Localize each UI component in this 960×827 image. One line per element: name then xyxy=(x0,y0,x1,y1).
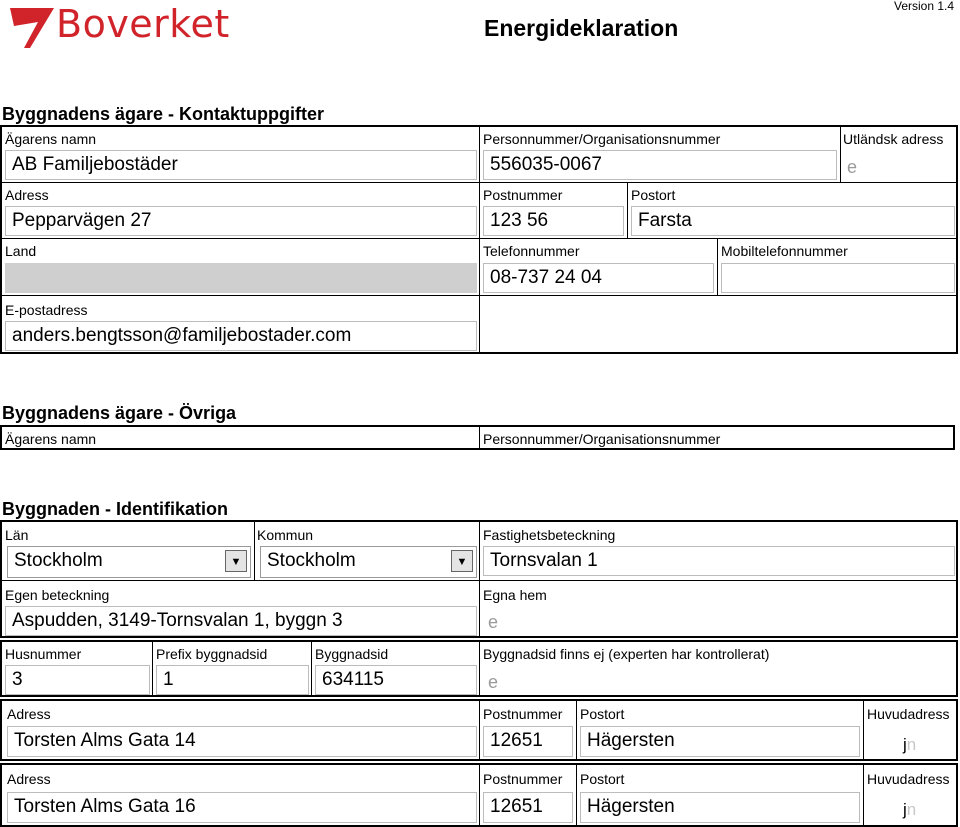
egen-beteckning-label: Egen beteckning xyxy=(5,587,110,603)
country-field xyxy=(5,263,477,293)
fastighet-field[interactable]: Tornsvalan 1 xyxy=(483,546,955,576)
orgnr-label: Personnummer/Organisationsnummer xyxy=(483,131,721,147)
owner-contact-table xyxy=(0,125,958,354)
kommun-dropdown[interactable] xyxy=(260,546,477,578)
fastighet-label: Fastighetsbeteckning xyxy=(483,527,616,543)
owner-name-label: Ägarens namn xyxy=(5,131,97,147)
building-address-field[interactable]: Torsten Alms Gata 14 xyxy=(7,726,477,757)
owner-other-table[interactable] xyxy=(0,425,955,450)
chevron-down-icon[interactable]: ▼ xyxy=(225,550,247,572)
address-label: Adress xyxy=(5,187,49,203)
main-address-label: Huvudadress xyxy=(867,706,950,722)
finns-ej-label: Byggnadsid finns ej (experten har kontrollerat) xyxy=(483,646,770,662)
section-title-owner-other: Byggnadens ägare - Övriga xyxy=(2,403,237,423)
building-postort-label: Postort xyxy=(580,706,625,722)
husnummer-field[interactable]: 3 xyxy=(5,665,150,695)
husnummer-label: Husnummer xyxy=(5,646,82,662)
kommun-label: Kommun xyxy=(257,527,314,543)
postnr-field[interactable]: 123 56 xyxy=(483,206,624,236)
postort-label: Postort xyxy=(631,187,676,203)
egna-hem-checkbox[interactable]: e xyxy=(488,612,499,632)
building-number-table xyxy=(0,640,958,697)
building-postnr-label: Postnummer xyxy=(483,706,563,722)
postort-field[interactable]: Farsta xyxy=(631,206,955,236)
egna-hem-label: Egna hem xyxy=(483,587,547,603)
foreign-address-checkbox[interactable]: e xyxy=(847,157,858,177)
building-address-label: Adress xyxy=(7,771,51,787)
phone-field[interactable]: 08-737 24 04 xyxy=(483,263,714,293)
building-address-field[interactable]: Torsten Alms Gata 16 xyxy=(7,792,477,823)
building-postort-label: Postort xyxy=(580,771,625,787)
building-id-table xyxy=(0,520,958,638)
other-owner-orgnr-label: Personnummer/Organisationsnummer xyxy=(483,431,721,447)
prefix-field[interactable]: 1 xyxy=(156,665,309,695)
orgnr-field[interactable]: 556035-0067 xyxy=(483,150,837,180)
lan-label: Län xyxy=(5,527,29,543)
foreign-address-label: Utländsk adress xyxy=(843,131,944,147)
kommun-value: Stockholm xyxy=(267,550,356,571)
other-owner-name-label: Ägarens namn xyxy=(5,431,97,447)
finns-ej-checkbox[interactable]: e xyxy=(488,672,499,692)
boverket-logo-icon xyxy=(8,2,58,50)
building-postnr-field[interactable]: 12651 xyxy=(483,792,573,823)
prefix-label: Prefix byggnadsid xyxy=(156,646,268,662)
building-address-row xyxy=(0,763,958,827)
radio-no[interactable]: n xyxy=(906,800,917,819)
building-address-row xyxy=(0,699,958,761)
email-field[interactable]: anders.bengtsson@familjebostader.com xyxy=(5,321,477,351)
owner-name-field[interactable]: AB Familjebostäder xyxy=(5,150,477,180)
main-address-radio[interactable] xyxy=(903,800,916,820)
boverket-logo xyxy=(8,2,228,52)
byggnadsid-field[interactable]: 634115 xyxy=(315,665,477,695)
lan-dropdown[interactable] xyxy=(7,546,251,578)
version-label: Version 1.4 xyxy=(894,0,955,13)
building-postnr-label: Postnummer xyxy=(483,771,563,787)
egen-beteckning-field[interactable]: Aspudden, 3149-Tornsvalan 1, byggn 3 xyxy=(5,606,477,636)
building-postort-field[interactable]: Hägersten xyxy=(580,726,860,757)
country-label: Land xyxy=(5,243,37,259)
email-label: E-postadress xyxy=(5,302,88,318)
section-title-owner-contact: Byggnadens ägare - Kontaktuppgifter xyxy=(2,104,325,124)
page-title: Energideklaration xyxy=(484,15,679,41)
logo-text: Boverket xyxy=(56,2,230,46)
radio-yes[interactable]: j xyxy=(903,735,907,754)
mobile-field[interactable] xyxy=(721,263,955,293)
postnr-label: Postnummer xyxy=(483,187,563,203)
main-address-label: Huvudadress xyxy=(867,771,950,787)
building-postort-field[interactable]: Hägersten xyxy=(580,792,860,823)
building-address-label: Adress xyxy=(7,706,51,722)
chevron-down-icon[interactable]: ▼ xyxy=(451,550,473,572)
address-field[interactable]: Pepparvägen 27 xyxy=(5,206,477,236)
radio-no[interactable]: n xyxy=(906,735,917,754)
lan-value: Stockholm xyxy=(14,550,103,571)
mobile-label: Mobiltelefonnummer xyxy=(721,243,848,259)
section-title-building: Byggnaden - Identifikation xyxy=(2,499,229,519)
main-address-radio[interactable] xyxy=(903,735,916,755)
phone-label: Telefonnummer xyxy=(483,243,580,259)
building-postnr-field[interactable]: 12651 xyxy=(483,726,573,757)
radio-yes[interactable]: j xyxy=(903,800,907,819)
byggnadsid-label: Byggnadsid xyxy=(315,646,389,662)
